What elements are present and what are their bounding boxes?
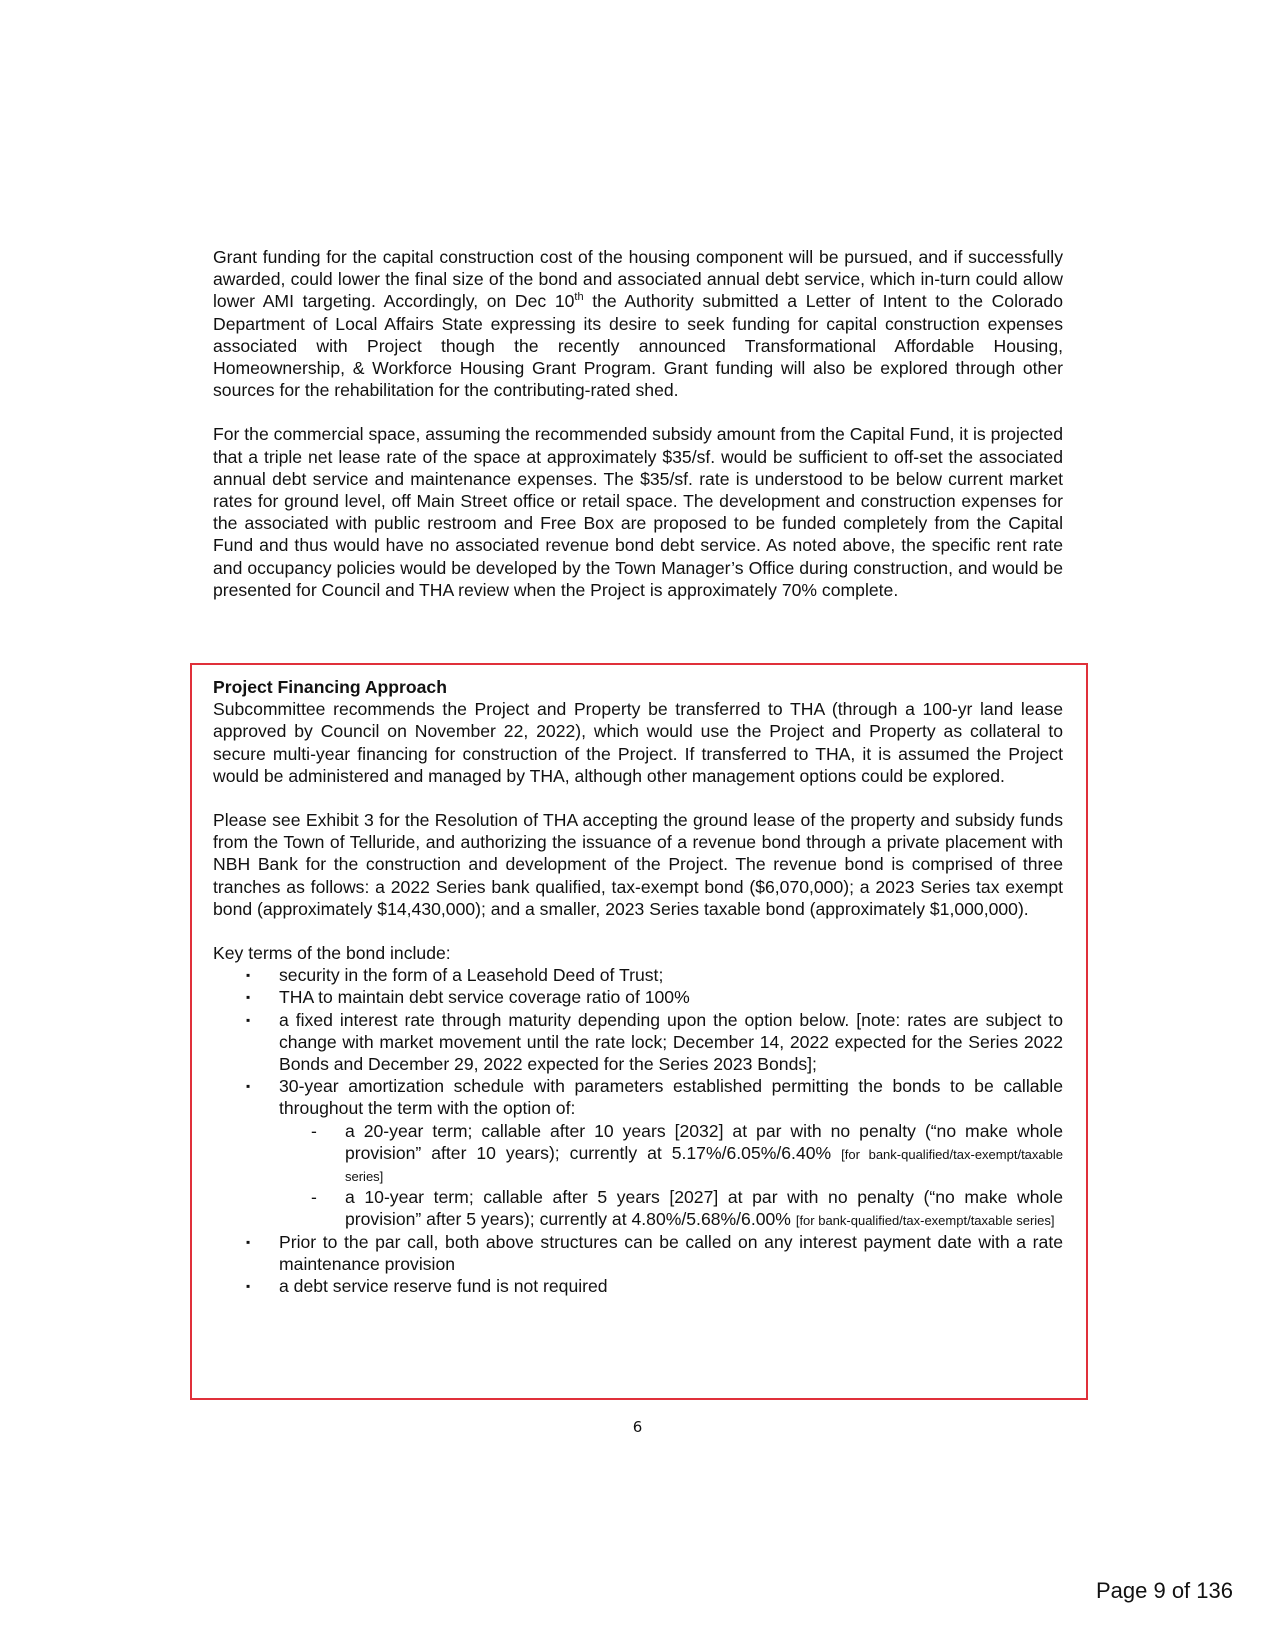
list-item: ▪ Prior to the par call, both above structures can be called on any interest payment date with a rate maintenance provision: [246, 1231, 1063, 1274]
list-item: ▪ security in the form of a Leasehold Deed of Trust;: [246, 965, 664, 986]
bullet-icon: ▪: [246, 990, 251, 1005]
term-options-list: [279, 1120, 1063, 1231]
list-item: ▪ a debt service reserve fund is not required: [246, 1276, 608, 1297]
list-item: ▪ THA to maintain debt service coverage ratio of 100%: [246, 987, 690, 1008]
bullet-icon: ▪: [246, 1012, 251, 1027]
financing-section: [213, 676, 1063, 1297]
page-of-indicator: Page 9 of 136: [1095, 1578, 1233, 1603]
dash-icon: -: [311, 1120, 317, 1141]
financing-paragraph-2: Please see Exhibit 3 for the Resolution of THA accepting the ground lease of the property and subsidy funds from the Town of Telluride, and authorizing the issuance of a revenue bond through a private placement with NBH Bank for the construction and development of the Project. The revenue bond is comprised of three tranches as follows: a 2022 Series bank qualified, tax-exempt bond ($6,070,000); a 2023 Series tax exempt bond (approximately $14,430,000); and a smaller, 2023 Series taxable bond (approximately $1,000,000).: [213, 810, 1063, 919]
bullet-icon: ▪: [246, 1079, 251, 1094]
section-heading: Project Financing Approach: [213, 677, 447, 697]
series-note: [for bank-qualified/tax-exempt/taxable series]: [795, 1213, 1055, 1229]
bullet-icon: ▪: [246, 1234, 251, 1249]
bullet-icon: ▪: [246, 1279, 251, 1294]
dash-icon: -: [311, 1187, 317, 1208]
page-number: 6: [632, 1418, 643, 1436]
series-note: [for bank-qualified/tax-exempt/taxable series]: [345, 1146, 1063, 1185]
financing-paragraph-1: Subcommittee recommends the Project and Property be transferred to THA (through a 100-yr land lease approved by Council on November 22, 2022), which would use the Project and Property as collateral to secure multi-year financing for construction of the Project. If transferred to THA, it is assumed the Project would be administered and managed by THA, although other management options could be explored.: [213, 699, 1063, 786]
list-item: ▪ 30-year amortization schedule with parameters established permitting the bonds to be callable throughout the term with the option of: - a 20-year term; callable after 10 years [2032] at par with no penalty (“no make whole provision” after 10 years); currently at 5.17%/6.05%/6.40% [for bank-qualified/tax-exempt/taxable series] - a 10-year term; callable after 5 years [2027] at par with no penalty (“no make whole provision” after 5 years); currently at 4.80%/5.68%/6.00% [for bank-qualified/tax-exempt/taxable series]: [246, 1076, 1063, 1230]
option-item: - a 10-year term; callable after 5 years [2027] at par with no penalty (“no make whole provision” after 5 years); currently at 4.80%/5.68%/6.00% [for bank-qualified/tax-exempt/taxable series]: [311, 1187, 1063, 1230]
key-terms-list: [213, 964, 1063, 1297]
option-item: - a 20-year term; callable after 10 years [2032] at par with no penalty (“no make whole provision” after 10 years); currently at 5.17%/6.05%/6.40% [for bank-qualified/tax-exempt/taxable series]: [311, 1120, 1063, 1185]
intro-section: [213, 246, 1063, 601]
commercial-space-paragraph: For the commercial space, assuming the recommended subsidy amount from the Capital Fund, it is projected that a triple net lease rate of the space at approximately $35/sf. would be sufficient to off-set the associated annual debt service and maintenance expenses. The $35/sf. rate is understood to be below current market rates for ground level, off Main Street office or retail space. The development and construction expenses for the associated with public restroom and Free Box are proposed to be funded completely from the Capital Fund and thus would have no associated revenue bond debt service. As noted above, the specific rent rate and occupancy policies would be developed by the Town Manager’s Office during construction, and would be presented for Council and THA review when the Project is approximately 70% complete.: [213, 424, 1063, 600]
key-terms-intro: Key terms of the bond include:: [213, 943, 451, 964]
bullet-icon: ▪: [246, 968, 251, 983]
grant-funding-paragraph: Grant funding for the capital construction cost of the housing component will be pursued, and if successfully awarded, could lower the final size of the bond and associated annual debt service, which in-turn could allow lower AMI targeting. Accordingly, on Dec 10th the Authority submitted a Letter of Intent to the Colorado Department of Local Affairs State expressing its desire to seek funding for capital construction expenses associated with Project though the recently announced Transformational Affordable Housing, Homeownership, & Workforce Housing Grant Program. Grant funding will also be explored through other sources for the rehabilitation for the contributing-rated shed.: [213, 247, 1064, 401]
list-item: ▪ a fixed interest rate through maturity depending upon the option below. [note: rates are subject to change with market movement until the rate lock; December 14, 2022 expected for the Series 2022 Bonds and December 29, 2022 expected for the Series 2023 Bonds];: [246, 1009, 1063, 1075]
